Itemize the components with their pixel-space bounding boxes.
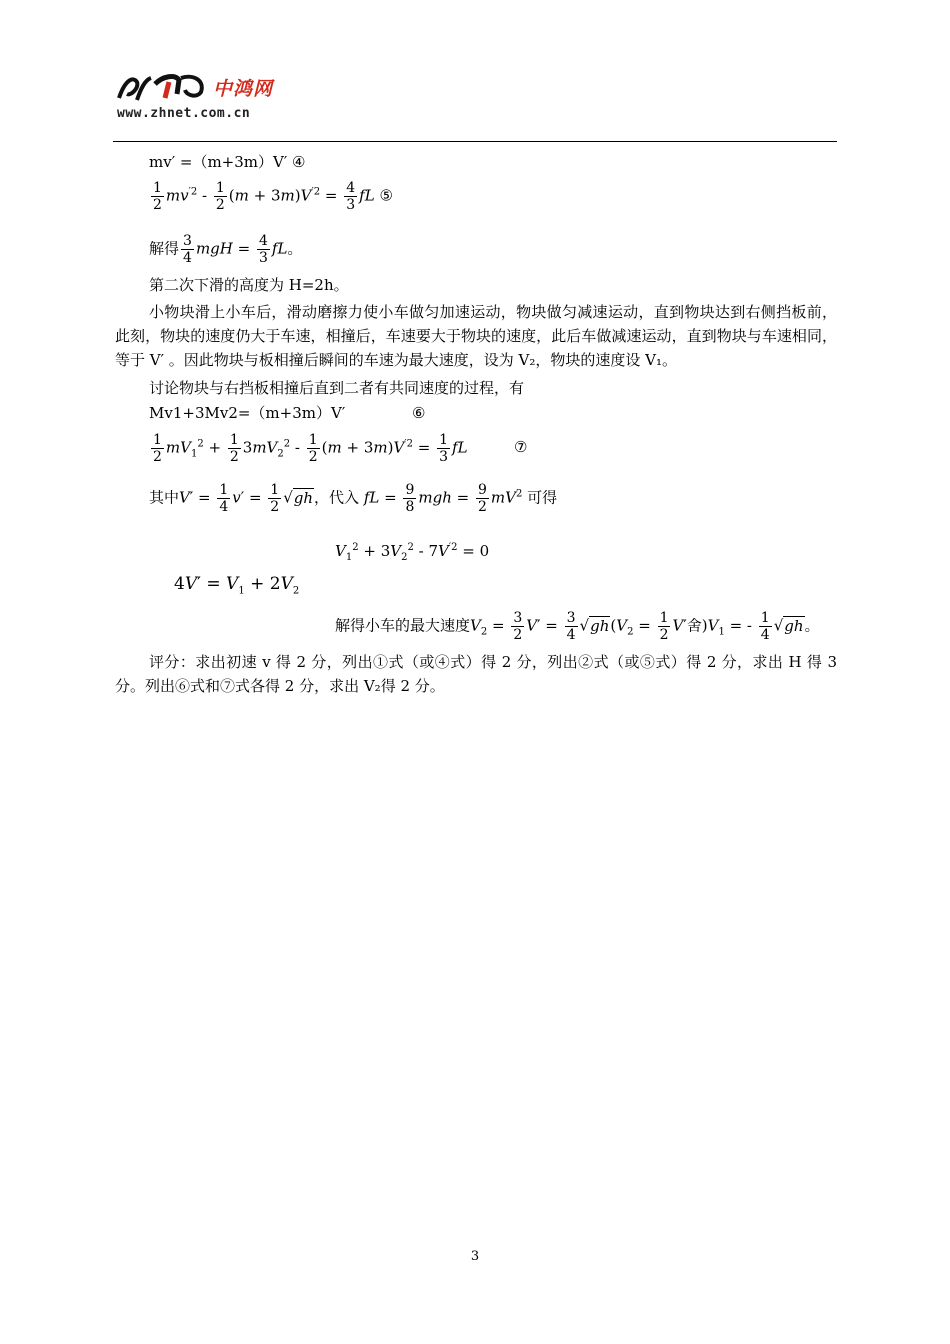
discard-text: 舍	[686, 616, 702, 635]
brand-url[interactable]: www.zhnet.com.cn	[117, 106, 251, 121]
equation-4: mv′ =（m+3m）V′ ④	[149, 153, 306, 171]
second-slide-height: 第二次下滑的高度为 H=2h。	[149, 276, 349, 294]
substitute-text: ，代入	[314, 488, 360, 507]
equation-momentum: $4V' = V_1 + 2V_2$	[174, 574, 300, 597]
substitution-line: 其中V′ = $\frac{1}{4}$ v′ = $\frac{1}{2}$ √gh，代入 fL = $\frac{9}{8}$ mgh = $\frac{9}{2}$ $mV^2$ 可得	[149, 482, 558, 515]
site-logo[interactable]	[115, 70, 315, 130]
solve-prefix: 解得	[149, 239, 180, 258]
header-rule	[113, 141, 837, 142]
eq7-mark: ⑦	[514, 438, 528, 456]
equation-6: Mv1+3Mv2=（m+3m）V′	[149, 404, 346, 422]
solve-h: 解得 $\frac{3}{4}$ mgH = $\frac{4}{3}$ fL。	[149, 233, 303, 266]
max-speed-line: 解得小车的最大速度$V_2$ = $\frac{3}{2}$ V′ = $\frac{3}{4}$ $√gh(V_2$ = $\frac{1}{2}$ V′舍)$V_1$ = - $\frac{1}{4}$ √gh。	[335, 610, 820, 643]
can-get-text: 可得	[527, 488, 558, 507]
end-period: 。	[804, 616, 820, 635]
equation-7: $\frac{1}{2}$ $mV_1^2$ + $\frac{1}{2}$ $3mV_2^2$ - $\frac{1}{2}$ $(m + 3m)V^{'2}$ = $\frac{1}{3}$ fL	[153, 432, 468, 465]
solve-suffix: 。	[287, 239, 303, 258]
eq6-mark: ⑥	[412, 404, 426, 422]
scoring-paragraph: 评分：求出初速 v 得 2 分，列出①式（或④式）得 2 分，列出②式（或⑤式）得 2 分，求出 H 得 3 分。列出⑥式和⑦式各得 2 分，求出 V₂得 2 分。	[115, 653, 837, 695]
page-number: 3	[470, 1249, 480, 1264]
brand-name: 中鸿网	[213, 78, 274, 100]
equation-quadratic: $V_1^2 + 3V_2^2 - 7V^{'2} = 0$	[335, 542, 490, 563]
eq5-mark: ⑤	[379, 186, 393, 205]
equation-5: $\frac{1}{2}$ $mv^{'2}$ - $\frac{1}{2}$ $(m + 3m)V^{'2}$ = $\frac{4}{3}$ fL ⑤	[153, 180, 393, 213]
discussion-line: 讨论物块与右挡板相撞后直到二者有共同速度的过程，有	[149, 379, 525, 397]
motion-paragraph: 小物块滑上小车后，滑动磨擦力使小车做匀加速运动，物块做匀减速运动，直到物块达到右侧挡板前，此刻，物块的速度仍大于车速，相撞后，车速要大于物块的速度，此后车做减速运动，直到物块与车速相同，等于 V′ 。因此物块与板相撞后瞬间的车速为最大速度，设为 V₂，物块的速度设 V₁。	[115, 303, 837, 369]
logo-brush-icon	[115, 70, 210, 104]
max-speed-prefix: 解得小车的最大速度	[335, 616, 471, 635]
among-prefix: 其中	[149, 488, 180, 507]
